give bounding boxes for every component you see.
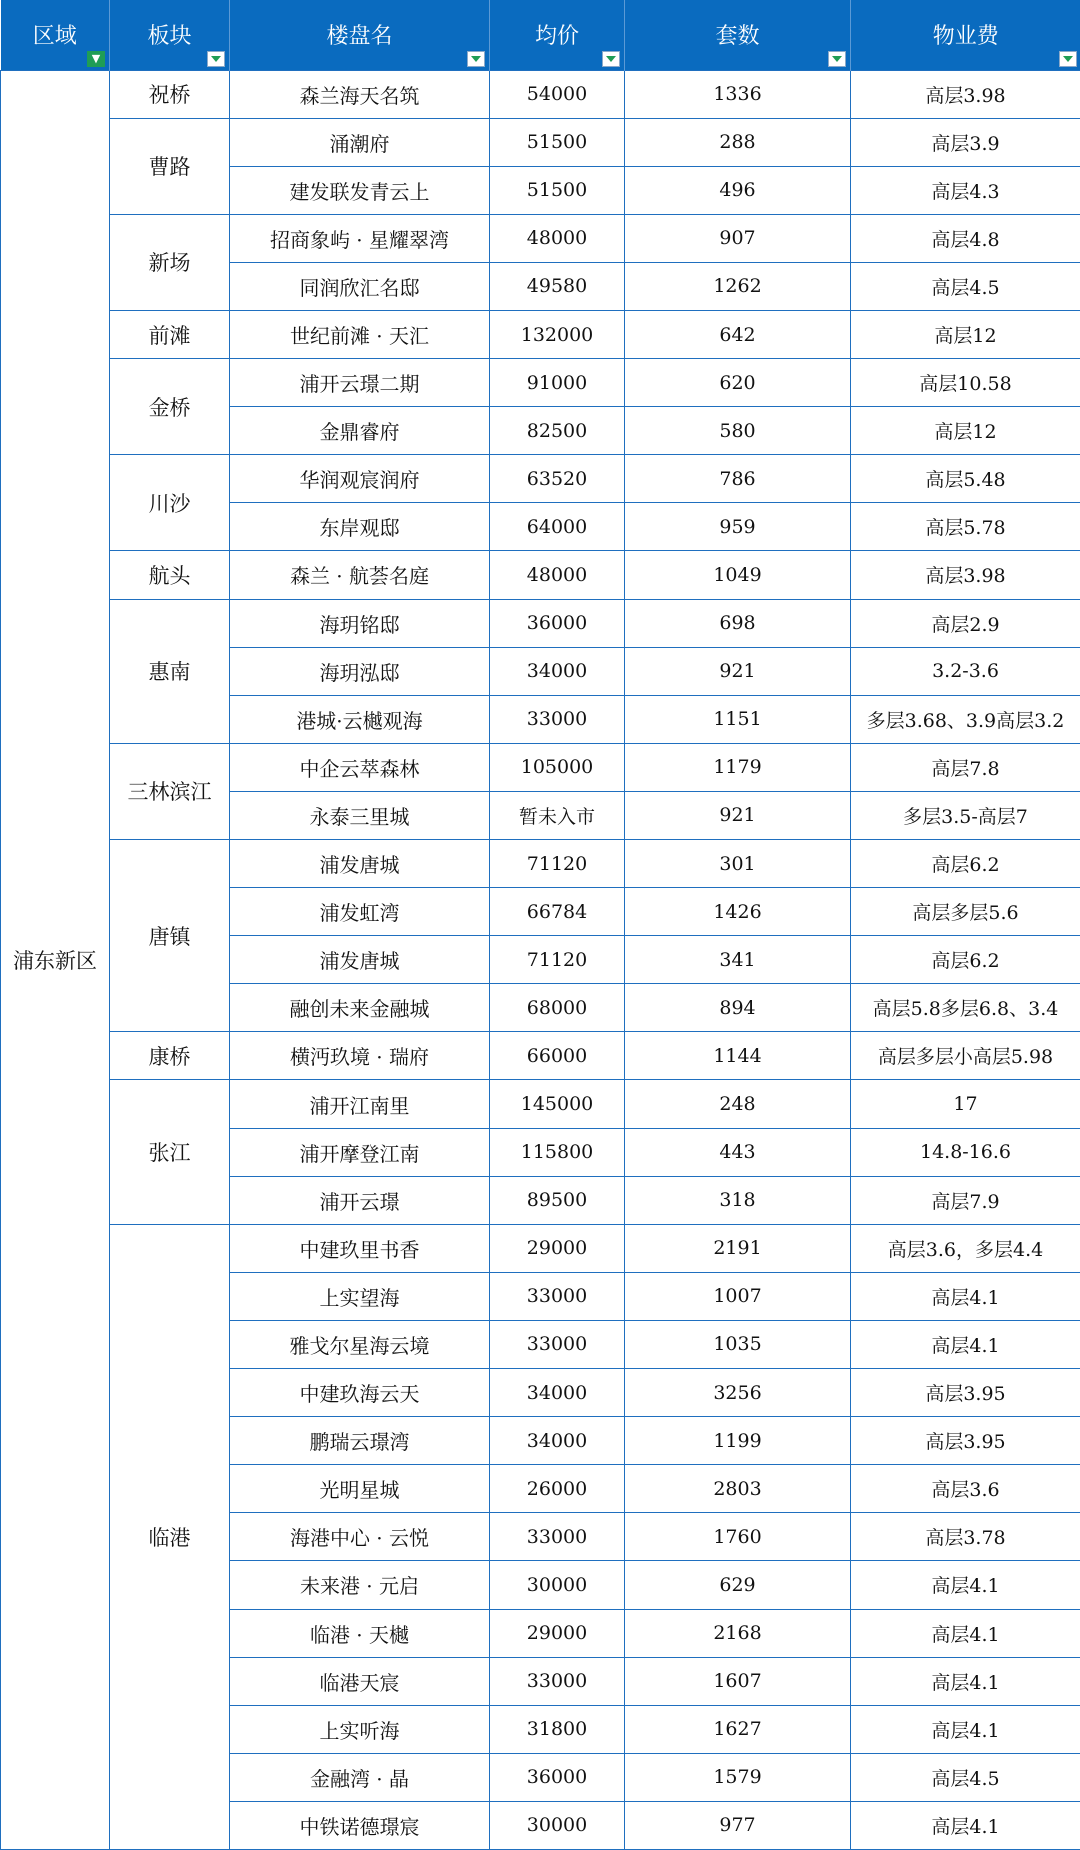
name-cell[interactable]: 浦发唐城 — [230, 840, 490, 888]
header-label: 物业费 — [933, 19, 999, 50]
units-cell[interactable]: 894 — [625, 984, 851, 1032]
units-cell[interactable]: 977 — [625, 1801, 851, 1849]
filter-dropdown-icon[interactable] — [828, 51, 846, 67]
fee-cell[interactable]: 高层7.8 — [851, 743, 1080, 791]
units-cell[interactable]: 642 — [625, 310, 851, 358]
name-cell[interactable]: 中建玖里书香 — [230, 1224, 490, 1272]
price-cell[interactable]: 49580 — [490, 262, 625, 310]
name-cell[interactable]: 中企云萃森林 — [230, 743, 490, 791]
price-cell[interactable]: 51500 — [490, 118, 625, 166]
name-cell[interactable]: 浦发唐城 — [230, 936, 490, 984]
price-cell[interactable]: 71120 — [490, 840, 625, 888]
fee-cell[interactable]: 高层4.1 — [851, 1609, 1080, 1657]
price-cell[interactable]: 48000 — [490, 214, 625, 262]
header-label: 板块 — [147, 19, 191, 50]
price-cell[interactable]: 66784 — [490, 888, 625, 936]
header-label: 区域 — [33, 19, 77, 50]
fee-cell[interactable]: 高层3.98 — [851, 70, 1080, 118]
block-cell[interactable]: 康桥 — [110, 1032, 230, 1080]
price-cell[interactable]: 30000 — [490, 1801, 625, 1849]
units-cell[interactable]: 907 — [625, 214, 851, 262]
filter-active-icon[interactable]: ▼ — [87, 51, 105, 67]
table-row — [1, 214, 1080, 262]
table-row — [1, 1224, 1080, 1272]
price-cell[interactable]: 31800 — [490, 1705, 625, 1753]
block-cell[interactable]: 张江 — [110, 1080, 230, 1224]
block-cell[interactable]: 前滩 — [110, 310, 230, 358]
name-cell[interactable]: 涌潮府 — [230, 118, 490, 166]
units-cell[interactable]: 443 — [625, 1128, 851, 1176]
header-price[interactable] — [490, 0, 625, 70]
name-cell[interactable]: 雅戈尔星海云境 — [230, 1320, 490, 1368]
name-cell[interactable]: 海玥铭邸 — [230, 599, 490, 647]
table-body — [1, 70, 1080, 1849]
price-cell[interactable]: 63520 — [490, 455, 625, 503]
block-cell[interactable]: 祝桥 — [110, 70, 230, 118]
fee-cell[interactable]: 高层5.78 — [851, 503, 1080, 551]
units-cell[interactable]: 1336 — [625, 70, 851, 118]
fee-cell[interactable]: 高层3.6，多层4.4 — [851, 1224, 1080, 1272]
units-cell[interactable]: 341 — [625, 936, 851, 984]
units-cell[interactable]: 1627 — [625, 1705, 851, 1753]
fee-cell[interactable]: 高层4.3 — [851, 166, 1080, 214]
block-cell[interactable]: 曹路 — [110, 118, 230, 214]
fee-cell[interactable]: 高层3.95 — [851, 1369, 1080, 1417]
name-cell[interactable]: 横沔玖境 · 瑞府 — [230, 1032, 490, 1080]
price-cell[interactable]: 33000 — [490, 1657, 625, 1705]
table-row — [1, 118, 1080, 166]
fee-cell[interactable]: 高层4.1 — [851, 1272, 1080, 1320]
units-cell[interactable]: 2191 — [625, 1224, 851, 1272]
units-cell[interactable]: 1151 — [625, 695, 851, 743]
name-cell[interactable]: 浦开云璟二期 — [230, 359, 490, 407]
name-cell[interactable]: 浦发虹湾 — [230, 888, 490, 936]
name-cell[interactable]: 建发联发青云上 — [230, 166, 490, 214]
units-cell[interactable]: 580 — [625, 407, 851, 455]
fee-cell[interactable]: 高层4.5 — [851, 262, 1080, 310]
name-cell[interactable]: 东岸观邸 — [230, 503, 490, 551]
fee-cell[interactable]: 14.8-16.6 — [851, 1128, 1080, 1176]
price-cell[interactable]: 51500 — [490, 166, 625, 214]
name-cell[interactable]: 招商象屿 · 星耀翠湾 — [230, 214, 490, 262]
price-cell[interactable]: 33000 — [490, 1320, 625, 1368]
fee-cell[interactable]: 高层3.6 — [851, 1465, 1080, 1513]
header-label: 均价 — [535, 19, 579, 50]
table-row — [1, 840, 1080, 888]
table-row — [1, 743, 1080, 791]
units-cell[interactable]: 1579 — [625, 1753, 851, 1801]
name-cell[interactable]: 华润观宸润府 — [230, 455, 490, 503]
table-row — [1, 455, 1080, 503]
price-cell[interactable]: 30000 — [490, 1561, 625, 1609]
name-cell[interactable]: 光明星城 — [230, 1465, 490, 1513]
price-cell[interactable]: 89500 — [490, 1176, 625, 1224]
units-cell[interactable]: 1760 — [625, 1513, 851, 1561]
units-cell[interactable]: 318 — [625, 1176, 851, 1224]
block-cell[interactable]: 三林滨江 — [110, 743, 230, 839]
units-cell[interactable]: 1035 — [625, 1320, 851, 1368]
name-cell[interactable]: 金融湾 · 晶 — [230, 1753, 490, 1801]
fee-cell[interactable]: 高层3.9 — [851, 118, 1080, 166]
units-cell[interactable]: 2803 — [625, 1465, 851, 1513]
price-cell[interactable]: 105000 — [490, 743, 625, 791]
header-label: 套数 — [715, 19, 759, 50]
name-cell[interactable]: 鹏瑞云璟湾 — [230, 1417, 490, 1465]
fee-cell[interactable]: 3.2-3.6 — [851, 647, 1080, 695]
header-block[interactable] — [110, 0, 230, 70]
units-cell[interactable]: 1049 — [625, 551, 851, 599]
header-name[interactable] — [230, 0, 490, 70]
fee-cell[interactable]: 高层4.1 — [851, 1561, 1080, 1609]
block-cell[interactable]: 金桥 — [110, 359, 230, 455]
price-cell[interactable]: 36000 — [490, 1753, 625, 1801]
header-label: 楼盘名 — [326, 19, 392, 50]
table-row — [1, 310, 1080, 358]
block-cell[interactable]: 新场 — [110, 214, 230, 310]
name-cell[interactable]: 中铁诺德璟宸 — [230, 1801, 490, 1849]
fee-cell[interactable]: 高层4.1 — [851, 1705, 1080, 1753]
fee-cell[interactable]: 高层4.1 — [851, 1801, 1080, 1849]
block-cell[interactable]: 唐镇 — [110, 840, 230, 1032]
units-cell[interactable]: 3256 — [625, 1369, 851, 1417]
price-cell[interactable]: 66000 — [490, 1032, 625, 1080]
units-cell[interactable]: 698 — [625, 599, 851, 647]
table-row — [1, 1032, 1080, 1080]
name-cell[interactable]: 海玥泓邸 — [230, 647, 490, 695]
price-cell[interactable]: 132000 — [490, 310, 625, 358]
name-cell[interactable]: 上实望海 — [230, 1272, 490, 1320]
units-cell[interactable]: 288 — [625, 118, 851, 166]
price-cell[interactable]: 34000 — [490, 1369, 625, 1417]
units-cell[interactable]: 2168 — [625, 1609, 851, 1657]
table-row — [1, 1080, 1080, 1128]
name-cell[interactable]: 森兰海天名筑 — [230, 70, 490, 118]
block-cell[interactable]: 川沙 — [110, 455, 230, 551]
price-cell[interactable]: 68000 — [490, 984, 625, 1032]
units-cell[interactable]: 1144 — [625, 1032, 851, 1080]
units-cell[interactable]: 1262 — [625, 262, 851, 310]
name-cell[interactable]: 临港天宸 — [230, 1657, 490, 1705]
fee-cell[interactable]: 高层12 — [851, 310, 1080, 358]
name-cell[interactable]: 浦开云璟 — [230, 1176, 490, 1224]
price-cell[interactable]: 33000 — [490, 1513, 625, 1561]
header-units[interactable] — [625, 0, 851, 70]
fee-cell[interactable]: 高层3.95 — [851, 1417, 1080, 1465]
table-row — [1, 70, 1080, 118]
price-cell[interactable]: 26000 — [490, 1465, 625, 1513]
name-cell[interactable]: 金鼎睿府 — [230, 407, 490, 455]
table-row — [1, 359, 1080, 407]
table-row — [1, 551, 1080, 599]
price-cell[interactable]: 34000 — [490, 647, 625, 695]
name-cell[interactable]: 港城·云樾观海 — [230, 695, 490, 743]
units-cell[interactable]: 1179 — [625, 743, 851, 791]
fee-cell[interactable]: 高层多层小高层5.98 — [851, 1032, 1080, 1080]
units-cell[interactable]: 1426 — [625, 888, 851, 936]
name-cell[interactable]: 上实听海 — [230, 1705, 490, 1753]
price-cell[interactable]: 64000 — [490, 503, 625, 551]
name-cell[interactable]: 浦开江南里 — [230, 1080, 490, 1128]
price-cell[interactable]: 29000 — [490, 1224, 625, 1272]
name-cell[interactable]: 永泰三里城 — [230, 791, 490, 839]
name-cell[interactable]: 未来港 · 元启 — [230, 1561, 490, 1609]
table-row — [1, 599, 1080, 647]
header-row — [1, 0, 1080, 70]
fee-cell[interactable]: 多层3.5-高层7 — [851, 791, 1080, 839]
fee-cell[interactable]: 高层10.58 — [851, 359, 1080, 407]
fee-cell[interactable]: 高层4.1 — [851, 1320, 1080, 1368]
price-cell[interactable]: 36000 — [490, 599, 625, 647]
units-cell[interactable]: 496 — [625, 166, 851, 214]
filter-dropdown-icon[interactable] — [1059, 51, 1077, 67]
name-cell[interactable]: 融创未来金融城 — [230, 984, 490, 1032]
price-cell[interactable]: 54000 — [490, 70, 625, 118]
price-cell[interactable]: 145000 — [490, 1080, 625, 1128]
name-cell[interactable]: 森兰 · 航荟名庭 — [230, 551, 490, 599]
price-cell[interactable]: 暂未入市 — [490, 791, 625, 839]
fee-cell[interactable]: 高层5.48 — [851, 455, 1080, 503]
header-region[interactable] — [1, 0, 110, 70]
units-cell[interactable]: 301 — [625, 840, 851, 888]
units-cell[interactable]: 1199 — [625, 1417, 851, 1465]
price-cell[interactable]: 33000 — [490, 1272, 625, 1320]
units-cell[interactable]: 786 — [625, 455, 851, 503]
units-cell[interactable]: 921 — [625, 647, 851, 695]
price-cell[interactable]: 91000 — [490, 359, 625, 407]
fee-cell[interactable]: 高层6.2 — [851, 840, 1080, 888]
fee-cell[interactable]: 高层4.8 — [851, 214, 1080, 262]
price-cell[interactable]: 33000 — [490, 695, 625, 743]
fee-cell[interactable]: 多层3.68、3.9高层3.2 — [851, 695, 1080, 743]
price-cell[interactable]: 115800 — [490, 1128, 625, 1176]
fee-cell[interactable]: 高层5.8多层6.8、3.4 — [851, 984, 1080, 1032]
name-cell[interactable]: 世纪前滩 · 天汇 — [230, 310, 490, 358]
price-cell[interactable]: 82500 — [490, 407, 625, 455]
price-cell[interactable]: 34000 — [490, 1417, 625, 1465]
units-cell[interactable]: 1007 — [625, 1272, 851, 1320]
fee-cell[interactable]: 高层3.78 — [851, 1513, 1080, 1561]
price-cell[interactable]: 48000 — [490, 551, 625, 599]
fee-cell[interactable]: 高层2.9 — [851, 599, 1080, 647]
name-cell[interactable]: 临港 · 天樾 — [230, 1609, 490, 1657]
units-cell[interactable]: 620 — [625, 359, 851, 407]
block-cell[interactable]: 惠南 — [110, 599, 230, 743]
units-cell[interactable]: 629 — [625, 1561, 851, 1609]
fee-cell[interactable]: 高层多层5.6 — [851, 888, 1080, 936]
units-cell[interactable]: 959 — [625, 503, 851, 551]
units-cell[interactable]: 1607 — [625, 1657, 851, 1705]
region-cell[interactable]: 浦东新区 — [1, 70, 110, 1849]
fee-cell[interactable]: 高层3.98 — [851, 551, 1080, 599]
price-cell[interactable]: 29000 — [490, 1609, 625, 1657]
price-cell[interactable]: 71120 — [490, 936, 625, 984]
fee-cell[interactable]: 高层4.5 — [851, 1753, 1080, 1801]
filter-dropdown-icon[interactable] — [602, 51, 620, 67]
filter-dropdown-icon[interactable] — [207, 51, 225, 67]
fee-cell[interactable]: 高层6.2 — [851, 936, 1080, 984]
fee-cell[interactable]: 17 — [851, 1080, 1080, 1128]
block-cell[interactable]: 临港 — [110, 1224, 230, 1849]
filter-dropdown-icon[interactable] — [467, 51, 485, 67]
fee-cell[interactable]: 高层4.1 — [851, 1657, 1080, 1705]
name-cell[interactable]: 海港中心 · 云悦 — [230, 1513, 490, 1561]
name-cell[interactable]: 同润欣汇名邸 — [230, 262, 490, 310]
units-cell[interactable]: 921 — [625, 791, 851, 839]
name-cell[interactable]: 中建玖海云天 — [230, 1369, 490, 1417]
fee-cell[interactable]: 高层7.9 — [851, 1176, 1080, 1224]
fee-cell[interactable]: 高层12 — [851, 407, 1080, 455]
header-fee[interactable] — [851, 0, 1080, 70]
units-cell[interactable]: 248 — [625, 1080, 851, 1128]
block-cell[interactable]: 航头 — [110, 551, 230, 599]
name-cell[interactable]: 浦开摩登江南 — [230, 1128, 490, 1176]
